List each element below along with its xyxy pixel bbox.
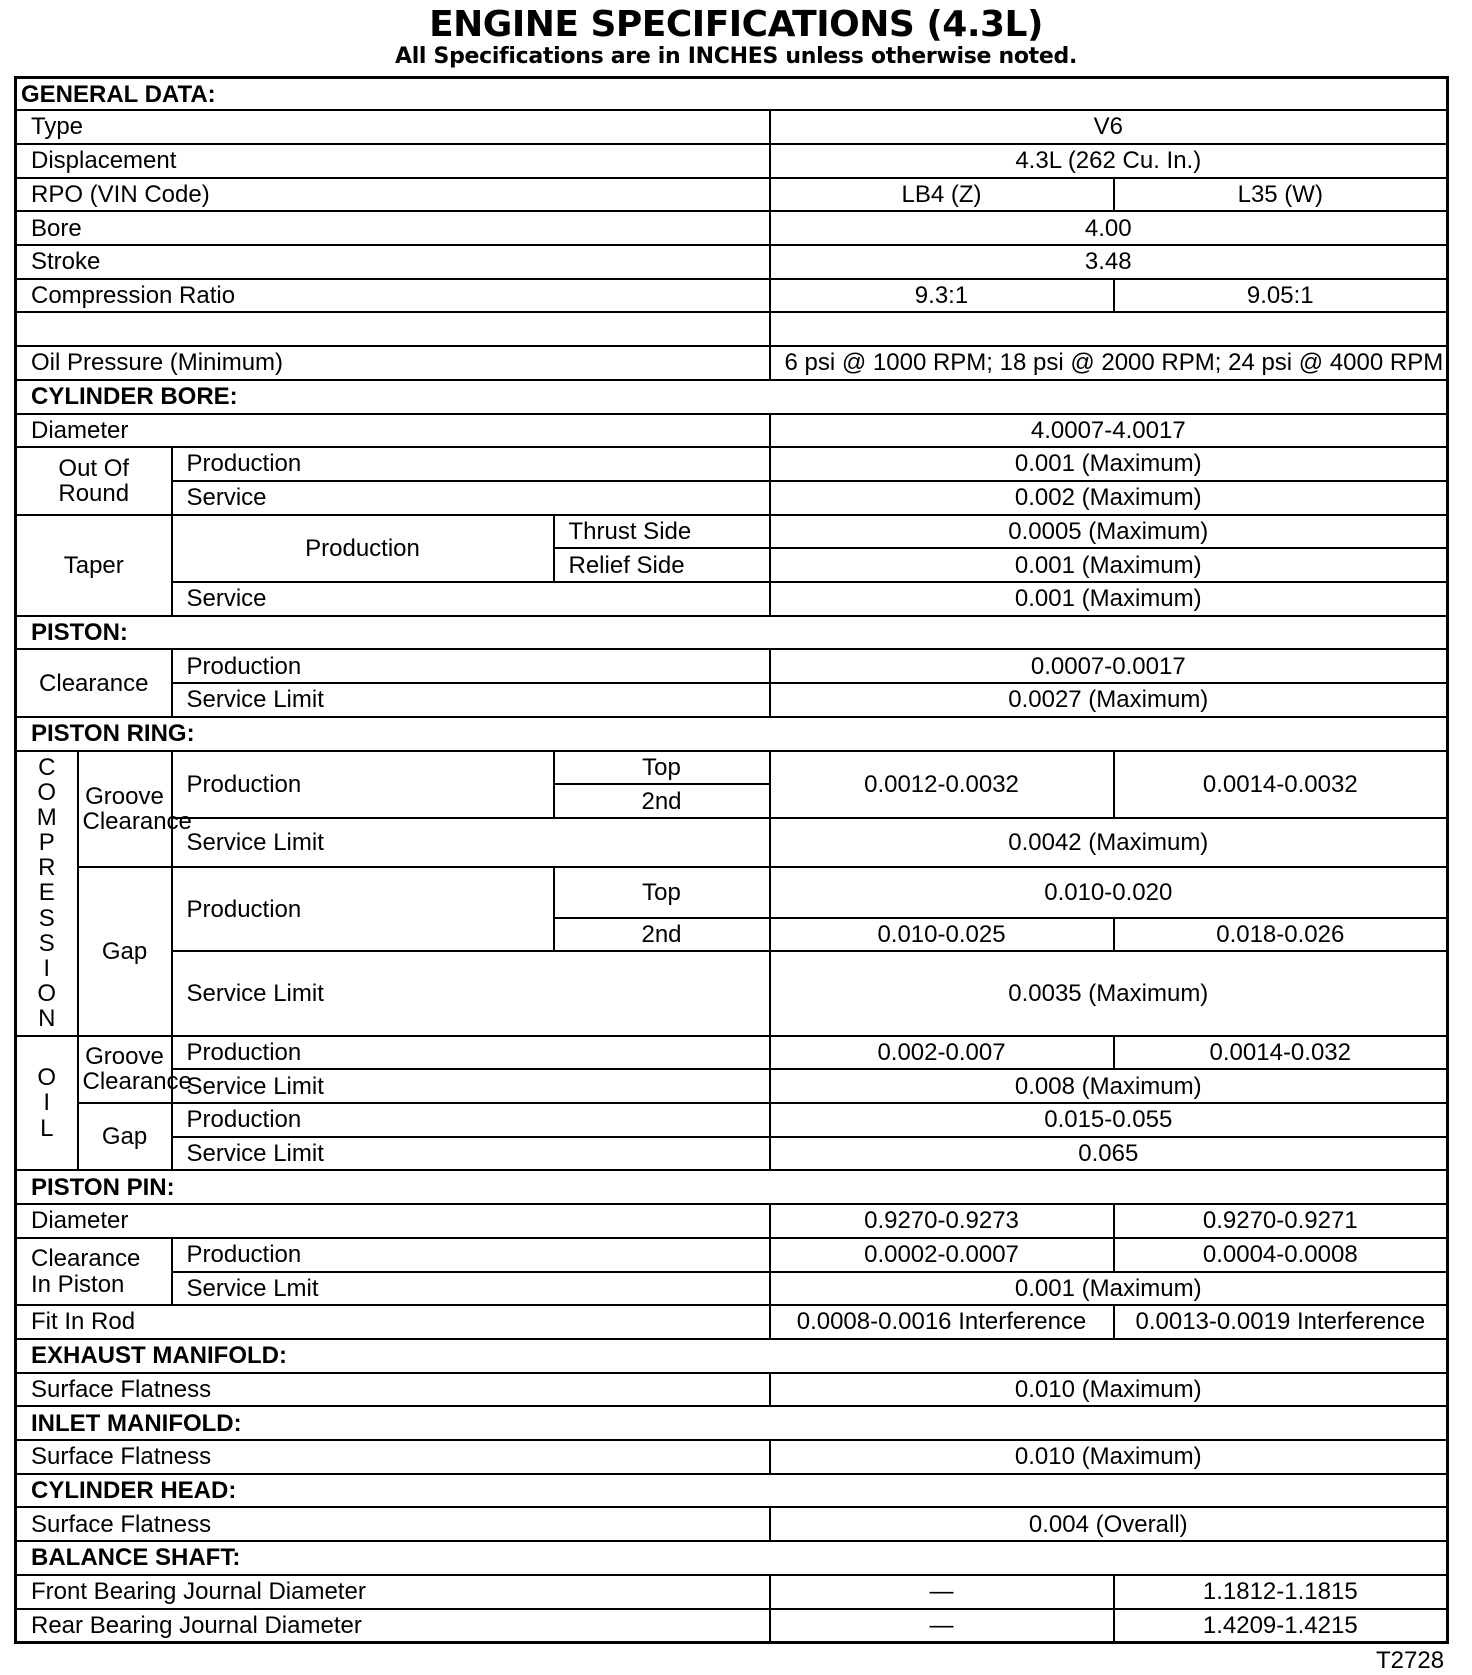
spec-value: 0.002 (Maximum) <box>770 481 1448 515</box>
spec-value: 0.001 (Maximum) <box>770 582 1448 616</box>
table-row <box>16 447 1448 481</box>
compression-vertical-label: C O M P R E S S I O N <box>16 751 78 1036</box>
spec-label: Relief Side <box>554 548 770 582</box>
table-row <box>16 951 1448 1002</box>
section-heading: EXHAUST MANIFOLD: <box>16 1339 1448 1373</box>
spec-value: 0.0027 (Maximum) <box>770 683 1448 717</box>
page-subtitle: All Specifications are in INCHES unless otherwise noted. <box>394 44 1078 69</box>
table-row <box>16 1069 1448 1103</box>
table-row <box>16 1204 1448 1238</box>
spec-label: Service Limit <box>172 951 770 1035</box>
piston-heading-row <box>16 616 1448 650</box>
spec-subgroup-label: Production <box>172 515 554 582</box>
spec-value: 0.0007-0.0017 <box>770 649 1448 683</box>
table-row <box>16 279 1448 313</box>
spec-value: 0.0042 (Maximum) <box>770 818 1448 867</box>
spec-table <box>14 76 1449 1644</box>
table-row <box>16 867 1448 918</box>
blank-row <box>16 312 1448 346</box>
spec-value-lb4: 9.3:1 <box>770 279 1114 313</box>
spec-value: 0.001 (Maximum) <box>770 1272 1448 1306</box>
table-row <box>16 683 1448 717</box>
table-row <box>16 1305 1448 1339</box>
spec-label: RPO (VIN Code) <box>16 178 770 212</box>
table-row <box>16 1238 1448 1272</box>
spec-value-l35: 0.0014-0.032 <box>1114 1036 1448 1070</box>
spec-label: Displacement <box>16 144 770 178</box>
table-row <box>16 346 1448 380</box>
spec-label: Production <box>172 867 554 951</box>
section-heading: CYLINDER BORE: <box>16 380 1448 414</box>
spec-value-l35: 0.0014-0.0032 <box>1114 751 1448 818</box>
table-row <box>16 751 1448 785</box>
table-row <box>16 649 1448 683</box>
table-row <box>16 144 1448 178</box>
spec-label: Fit In Rod <box>16 1305 770 1339</box>
spec-value-l35: 0.0004-0.0008 <box>1114 1238 1448 1272</box>
spec-label: Compression Ratio <box>16 279 770 313</box>
spec-value: 0.0005 (Maximum) <box>770 515 1448 549</box>
table-row <box>16 582 1448 616</box>
table-row <box>16 1036 1448 1070</box>
section-heading: INLET MANIFOLD: <box>16 1406 1448 1440</box>
spec-label: Surface Flatness <box>16 1440 770 1474</box>
table-row <box>16 1609 1448 1643</box>
table-row <box>16 1137 1448 1171</box>
spec-group-label: Out Of Round <box>16 447 172 514</box>
spec-label: Surface Flatness <box>16 1507 770 1541</box>
spec-label: Service Limit <box>172 683 770 717</box>
spec-value: 6 psi @ 1000 RPM; 18 psi @ 2000 RPM; 24 psi @ 4000 RPM <box>770 346 1448 380</box>
spec-label: Production <box>172 1238 770 1272</box>
cylinder-bore-heading-row <box>16 380 1448 414</box>
table-row <box>16 178 1448 212</box>
spec-value-l35: 1.4209-1.4215 <box>1114 1609 1448 1643</box>
blank-cell <box>770 312 1448 346</box>
spec-label: Rear Bearing Journal Diameter <box>16 1609 770 1643</box>
spec-label: Service Limit <box>172 818 770 867</box>
spec-label: Diameter <box>16 414 770 448</box>
spec-value: 0.015-0.055 <box>770 1103 1448 1137</box>
spec-value-l35: 0.018-0.026 <box>1114 918 1448 952</box>
table-row <box>16 515 1448 549</box>
spec-label: Service Limit <box>172 1069 770 1103</box>
spec-value: 4.00 <box>770 211 1448 245</box>
table-row <box>16 1575 1448 1609</box>
table-row <box>16 1272 1448 1306</box>
spec-label: Stroke <box>16 245 770 279</box>
spec-label: Oil Pressure (Minimum) <box>16 346 770 380</box>
section-heading: PISTON PIN: <box>16 1170 1448 1204</box>
spec-label: Surface Flatness <box>16 1373 770 1407</box>
cylinder-head-heading-row <box>16 1474 1448 1508</box>
spec-label: Service <box>172 481 770 515</box>
spec-value-lb4: 0.002-0.007 <box>770 1036 1114 1070</box>
spec-label: Service <box>172 582 770 616</box>
spec-label: Diameter <box>16 1204 770 1238</box>
spec-label: Service Lmit <box>172 1272 770 1306</box>
spec-value-lb4: 0.0008-0.0016 Interference <box>770 1305 1114 1339</box>
spec-label: Type <box>16 110 770 144</box>
spec-group-label: Groove Clearance <box>78 1036 172 1103</box>
spec-label: Service Limit <box>172 1137 770 1171</box>
spec-value-lb4: 0.010-0.025 <box>770 918 1114 952</box>
spec-value: 4.3L (262 Cu. In.) <box>770 144 1448 178</box>
table-row <box>16 1103 1448 1137</box>
spec-value: 0.010-0.020 <box>770 867 1448 918</box>
exhaust-manifold-heading-row <box>16 1339 1448 1373</box>
section-heading: PISTON: <box>16 616 1448 650</box>
spec-value-l35: 1.1812-1.1815 <box>1114 1575 1448 1609</box>
spec-value-lb4: — <box>770 1609 1114 1643</box>
spec-label: Production <box>172 1036 770 1070</box>
spec-value-l35: L35 (W) <box>1114 178 1448 212</box>
spec-value-lb4: 0.9270-0.9273 <box>770 1204 1114 1238</box>
table-row <box>16 1440 1448 1474</box>
spec-value: 0.001 (Maximum) <box>770 548 1448 582</box>
spec-value-lb4: 0.0002-0.0007 <box>770 1238 1114 1272</box>
spec-value: 0.065 <box>770 1137 1448 1171</box>
spec-label: Production <box>172 751 554 818</box>
section-heading: CYLINDER HEAD: <box>16 1474 1448 1508</box>
piston-pin-heading-row <box>16 1170 1448 1204</box>
table-row <box>16 110 1448 144</box>
page-title: ENGINE SPECIFICATIONS (4.3L) <box>429 4 1043 45</box>
spec-group-label: Clearance <box>16 649 172 716</box>
spec-value-l35: 9.05:1 <box>1114 279 1448 313</box>
spec-sublabel: 2nd <box>554 918 770 952</box>
spec-value: V6 <box>770 110 1448 144</box>
table-row <box>16 1373 1448 1407</box>
figure-code: T2728 <box>1376 1647 1445 1674</box>
spec-value: 0.004 (Overall) <box>770 1507 1448 1541</box>
spec-group-label: Gap <box>78 1103 172 1170</box>
general-data-heading-row <box>16 78 1448 111</box>
spec-value-lb4: — <box>770 1575 1114 1609</box>
spec-group-label: Gap <box>78 867 172 1036</box>
spec-value-l35: 0.9270-0.9271 <box>1114 1204 1448 1238</box>
spec-value: 0.0035 (Maximum) <box>770 951 1448 1035</box>
section-heading: GENERAL DATA: <box>16 78 1448 111</box>
section-heading: BALANCE SHAFT: <box>16 1541 1448 1575</box>
spec-value: 0.001 (Maximum) <box>770 447 1448 481</box>
spec-value-lb4: LB4 (Z) <box>770 178 1114 212</box>
table-row <box>16 1507 1448 1541</box>
spec-value: 0.010 (Maximum) <box>770 1440 1448 1474</box>
table-row <box>16 245 1448 279</box>
spec-label: Production <box>172 447 770 481</box>
spec-group-label: Clearance In Piston <box>16 1238 172 1305</box>
spec-value: 0.010 (Maximum) <box>770 1373 1448 1407</box>
spec-group-label: Taper <box>16 515 172 616</box>
inlet-manifold-heading-row <box>16 1406 1448 1440</box>
spec-value: 0.008 (Maximum) <box>770 1069 1448 1103</box>
spec-label: Front Bearing Journal Diameter <box>16 1575 770 1609</box>
spec-label: Production <box>172 1103 770 1137</box>
blank-cell <box>16 312 770 346</box>
spec-sublabel: Top <box>554 867 770 918</box>
table-row <box>16 481 1448 515</box>
spec-group-label: Groove Clearance <box>78 751 172 867</box>
spec-sublabel: Top <box>554 751 770 785</box>
section-heading: PISTON RING: <box>16 717 1448 751</box>
oil-vertical-label: O I L <box>16 1036 78 1171</box>
spec-value-l35: 0.0013-0.0019 Interference <box>1114 1305 1448 1339</box>
spec-sublabel: 2nd <box>554 784 770 818</box>
spec-label: Thrust Side <box>554 515 770 549</box>
spec-value: 4.0007-4.0017 <box>770 414 1448 448</box>
spec-label: Production <box>172 649 770 683</box>
table-row <box>16 211 1448 245</box>
spec-label: Bore <box>16 211 770 245</box>
table-row <box>16 414 1448 448</box>
spec-value: 3.48 <box>770 245 1448 279</box>
balance-shaft-heading-row <box>16 1541 1448 1575</box>
piston-ring-heading-row <box>16 717 1448 751</box>
spec-value-lb4: 0.0012-0.0032 <box>770 751 1114 818</box>
table-row <box>16 818 1448 867</box>
